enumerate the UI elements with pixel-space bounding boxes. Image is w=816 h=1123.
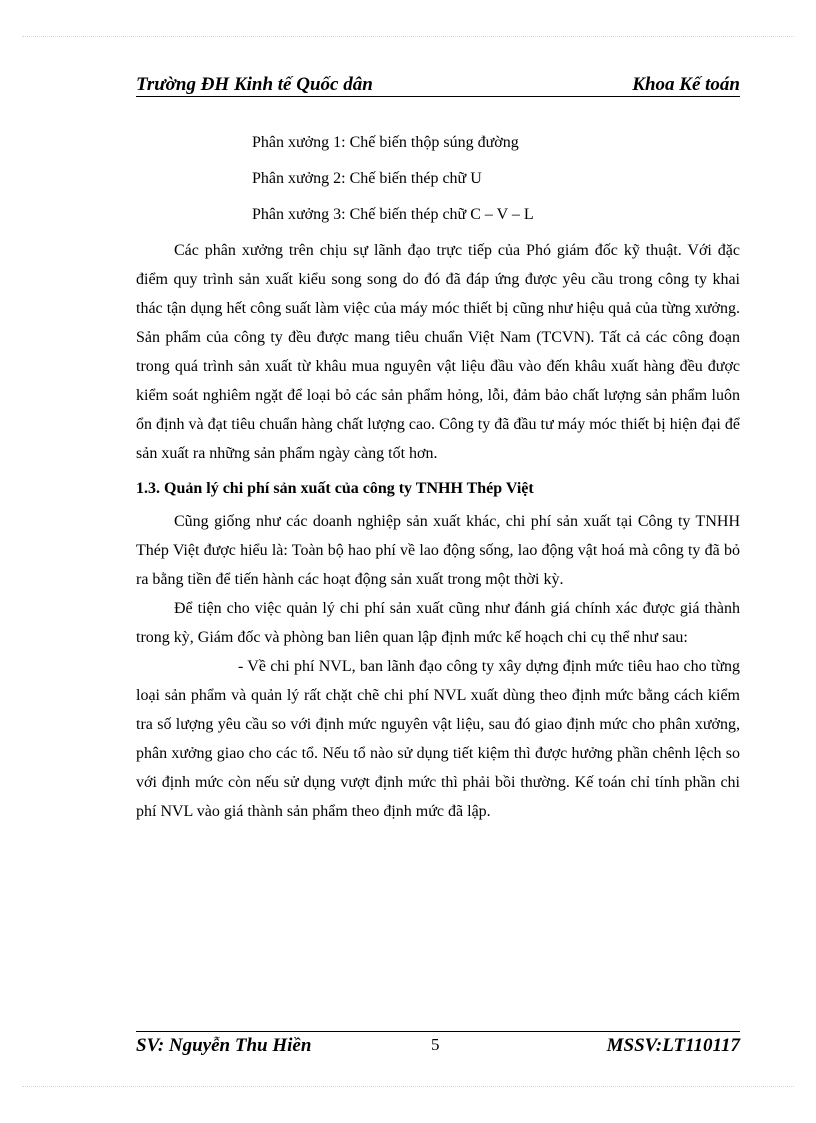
document-body <box>136 128 740 826</box>
footer-divider <box>136 1031 740 1032</box>
paragraph-material-cost: - Về chi phí NVL, ban lãnh đạo công ty xây dựng định mức tiêu hao cho từng loại sản phẩm và quản lý rất chặt chẽ chi phí NVL xuất dùng theo định mức bằng cách kiểm tra số lượng yêu cầu so với định mức nguyên vật liệu, sau đó giao định mức cho phân xưởng, phân xưởng giao cho các tổ. Nếu tổ nào sử dụng tiết kiệm thì được hưởng phần chênh lệch so với định mức còn nếu sử dụng vượt định mức thì phải bồi thường. Kế toán chỉ tính phần chi phí NVL vào giá thành sản phẩm theo định mức đã lập. <box>136 658 740 820</box>
section-heading: 1.3. Quản lý chi phí sản xuất của công ty TNHH Thép Việt <box>136 480 534 497</box>
paragraph-cost-planning: Để tiện cho việc quản lý chi phí sản xuất cũng như đánh giá chính xác được giá thành trong kỳ, Giám đốc và phòng ban liên quan lập định mức kế hoạch chi cụ thể như sau: <box>136 600 740 646</box>
page-header <box>136 74 740 97</box>
footer-student: SV: Nguyễn Thu Hiền <box>136 1035 312 1056</box>
paragraph-cost-definition: Cũng giống như các doanh nghiệp sản xuất khác, chi phí sản xuất tại Công ty TNHH Thép Việt được hiểu là: Toàn bộ hao phí về lao động sống, lao động vật hoá mà công ty đã bỏ ra bằng tiền để tiến hành các hoạt động sản xuất trong một thời kỳ. <box>136 513 740 588</box>
page-number: 5 <box>431 1035 440 1054</box>
workshop-item: Phân xưởng 1: Chế biến thộp súng đường <box>252 134 519 151</box>
footer-student-id: MSSV:LT110117 <box>606 1035 740 1056</box>
header-faculty: Khoa Kế toán <box>632 74 740 95</box>
header-university: Trường ĐH Kinh tế Quốc dân <box>136 74 373 95</box>
workshop-item: Phân xưởng 3: Chế biến thép chữ C – V – L <box>252 206 534 223</box>
paragraph-workshops: Các phân xưởng trên chịu sự lãnh đạo trực tiếp của Phó giám đốc kỹ thuật. Với đặc điểm quy trình sản xuất kiểu song song do đó đã đáp ứng được yêu cầu trong công ty khai thác tận dụng hết công suất làm việc của máy móc thiết bị cũng như hiệu quả của từng xưởng. Sản phẩm của công ty đều được mang tiêu chuẩn Việt Nam (TCVN). Tất cả các công đoạn trong quá trình sản xuất từ khâu mua nguyên vật liệu đầu vào đến khâu xuất hàng đều được kiểm soát nghiêm ngặt để loại bỏ các sản phẩm hỏng, lỗi, đảm bảo chất lượng sản phẩm luôn ổn định và đạt tiêu chuẩn hàng chất lượng cao. Công ty đã đầu tư máy móc thiết bị hiện đại để sản xuất ra những sản phẩm ngày càng tốt hơn. <box>136 242 740 462</box>
workshop-item: Phân xưởng 2: Chế biến thép chữ U <box>252 170 482 187</box>
